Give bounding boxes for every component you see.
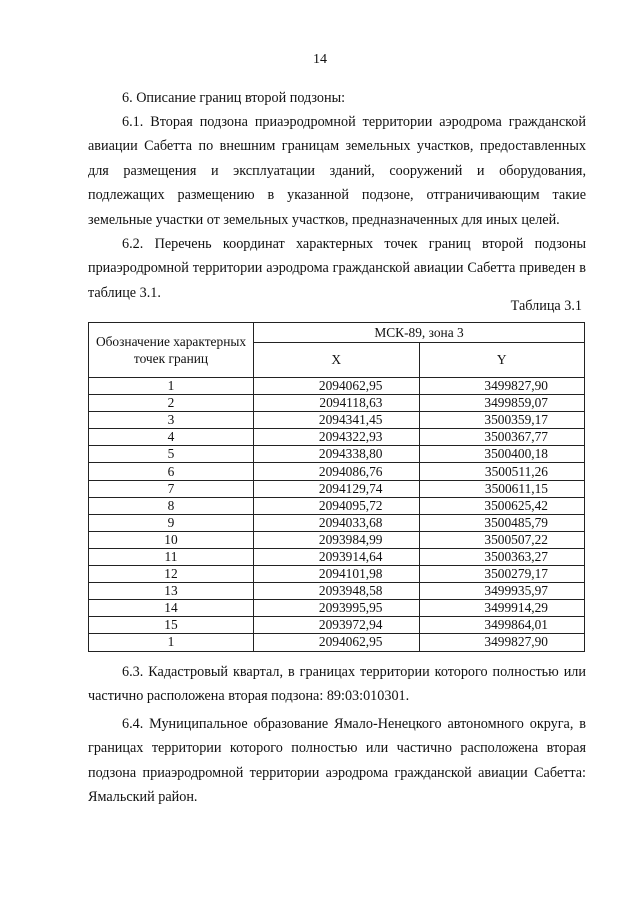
coord-x: 2094338,80 xyxy=(254,446,420,463)
table-row xyxy=(89,497,585,514)
coord-y: 3499864,01 xyxy=(419,617,585,634)
table-row xyxy=(89,583,585,600)
table-row xyxy=(89,412,585,429)
point-number: 8 xyxy=(89,497,254,514)
coord-y: 3500611,15 xyxy=(419,480,585,497)
point-number: 7 xyxy=(89,480,254,497)
point-number: 5 xyxy=(89,446,254,463)
point-number: 14 xyxy=(89,600,254,617)
coordinates-table xyxy=(88,322,585,652)
table-row xyxy=(89,378,585,395)
table-row xyxy=(89,617,585,634)
point-number: 15 xyxy=(89,617,254,634)
coord-x: 2094341,45 xyxy=(254,412,420,429)
coord-x: 2094086,76 xyxy=(254,463,420,480)
coord-y: 3500279,17 xyxy=(419,566,585,583)
coord-y: 3499859,07 xyxy=(419,395,585,412)
paragraph-6-4: 6.4. Муниципальное образование Ямало-Ненецкого автономного округа, в границах территории которого полностью или частично расположена вторая подзона приаэродромной территории аэродрома гражданской авиации Сабетта: Ямальский район. xyxy=(88,716,586,806)
coord-x: 2094129,74 xyxy=(254,480,420,497)
header-x: X xyxy=(254,343,420,378)
coord-x: 2093995,95 xyxy=(254,600,420,617)
coord-y: 3499827,90 xyxy=(419,378,585,395)
coord-x: 2093984,99 xyxy=(254,531,420,548)
header-coordinate-system: МСК-89, зона 3 xyxy=(254,323,585,343)
point-number: 3 xyxy=(89,412,254,429)
point-number: 2 xyxy=(89,395,254,412)
coord-y: 3500367,77 xyxy=(419,429,585,446)
table-row xyxy=(89,600,585,617)
coord-x: 2094062,95 xyxy=(254,378,420,395)
table-caption: Таблица 3.1 xyxy=(510,298,582,314)
coord-x: 2094033,68 xyxy=(254,514,420,531)
coord-x: 2094062,95 xyxy=(254,634,420,651)
coord-y: 3499935,97 xyxy=(419,583,585,600)
coord-y: 3500485,79 xyxy=(419,514,585,531)
table-body xyxy=(89,378,585,652)
table-row xyxy=(89,514,585,531)
paragraph-6-3: 6.3. Кадастровый квартал, в границах территории которого полностью или частично расположена вторая подзона: 89:03:010301. xyxy=(88,664,586,705)
point-number: 12 xyxy=(89,566,254,583)
coord-y: 3500625,42 xyxy=(419,497,585,514)
paragraph-6-2: 6.2. Перечень координат характерных точек границ второй подзоны приаэродромной территории аэродрома гражданской авиации Сабетта приведен в таблице 3.1. xyxy=(88,236,586,301)
point-number: 13 xyxy=(89,583,254,600)
header-y: Y xyxy=(419,343,585,378)
table-row xyxy=(89,395,585,412)
table-row xyxy=(89,429,585,446)
table-row xyxy=(89,446,585,463)
table-row xyxy=(89,480,585,497)
coord-y: 3500400,18 xyxy=(419,446,585,463)
coord-x: 2094095,72 xyxy=(254,497,420,514)
coord-x: 2093914,64 xyxy=(254,548,420,565)
point-number: 4 xyxy=(89,429,254,446)
table-row xyxy=(89,463,585,480)
section-heading: 6. Описание границ второй подзоны: xyxy=(122,90,346,106)
table-row xyxy=(89,634,585,651)
point-number: 1 xyxy=(89,378,254,395)
coord-x: 2094101,98 xyxy=(254,566,420,583)
table-row xyxy=(89,548,585,565)
coord-x: 2093972,94 xyxy=(254,617,420,634)
point-number: 11 xyxy=(89,548,254,565)
table-row xyxy=(89,531,585,548)
header-point-designation: Обозначение характерных точек границ xyxy=(89,323,254,378)
coord-x: 2093948,58 xyxy=(254,583,420,600)
coord-y: 3500507,22 xyxy=(419,531,585,548)
paragraph-6-1: 6.1. Вторая подзона приаэродромной территории аэродрома гражданской авиации Сабетта по внешним границам земельных участков, предоставленных для размещения и эксплуатации зданий, сооружений и оборудования, подлежащих размещению в указанной подзоне, отграничивающим такие земельные участки от земельных участков, предназначенных для иных целей. xyxy=(88,114,586,228)
coord-y: 3499827,90 xyxy=(419,634,585,651)
coord-y: 3500511,26 xyxy=(419,463,585,480)
page-number: 14 xyxy=(313,52,327,67)
coord-y: 3500359,17 xyxy=(419,412,585,429)
point-number: 9 xyxy=(89,514,254,531)
point-number: 6 xyxy=(89,463,254,480)
table-row xyxy=(89,566,585,583)
coord-y: 3500363,27 xyxy=(419,548,585,565)
point-number: 1 xyxy=(89,634,254,651)
coord-y: 3499914,29 xyxy=(419,600,585,617)
coord-x: 2094322,93 xyxy=(254,429,420,446)
point-number: 10 xyxy=(89,531,254,548)
coord-x: 2094118,63 xyxy=(254,395,420,412)
